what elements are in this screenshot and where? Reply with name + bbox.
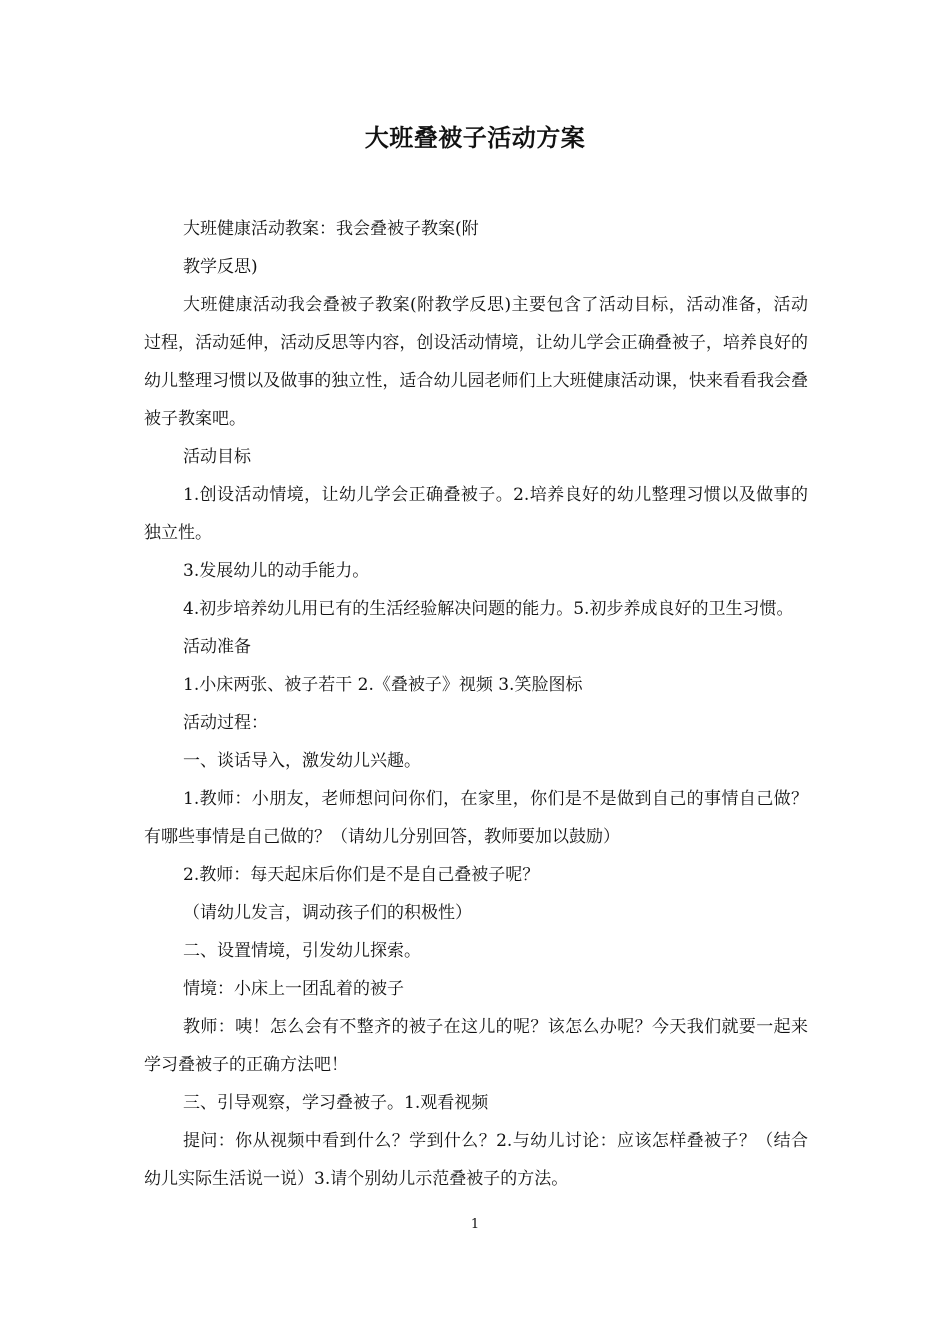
paragraph-preparation: 1.小床两张、被子若干 2.《叠被子》视频 3.笑脸图标 — [183, 675, 583, 695]
paragraph-note: （请幼儿发言，调动孩子们的积极性） — [183, 903, 472, 923]
paragraph-teacher-question-1: 1.教师：小朋友，老师想问问你们，在家里，你们是不是做到自己的事情自己做？有哪些事情是自己做的？（请幼儿分别回答，教师要加以鼓励） — [144, 789, 808, 847]
paragraph-goal-1-2: 1.创设活动情境，让幼儿学会正确叠被子。2.培养良好的幼儿整理习惯以及做事的独立性。 — [144, 485, 808, 543]
document-body — [144, 210, 808, 1198]
heading-process: 活动过程： — [183, 713, 268, 733]
paragraph-goal-3: 3.发展幼儿的动手能力。 — [183, 561, 370, 581]
page-number: 1 — [470, 1217, 480, 1232]
page-title: 大班叠被子活动方案 — [364, 123, 586, 152]
paragraph-scene: 情境：小床上一团乱着的被子 — [183, 979, 404, 999]
paragraph-teacher-scene: 教师：咦！怎么会有不整齐的被子在这儿的呢？该怎么办呢？今天我们就要一起来学习叠被子的正确方法吧！ — [144, 1017, 808, 1075]
paragraph-2: 教学反思) — [183, 257, 258, 277]
heading-goals: 活动目标 — [183, 447, 251, 467]
paragraph-1: 大班健康活动教案：我会叠被子教案(附 — [183, 219, 479, 239]
paragraph-step-2: 二、设置情境，引发幼儿探索。 — [183, 941, 421, 961]
paragraph-step-1: 一、谈话导入，激发幼儿兴趣。 — [183, 751, 421, 771]
paragraph-questions: 提问：你从视频中看到什么？学到什么？2.与幼儿讨论：应该怎样叠被子？（结合幼儿实际生活说一说）3.请个别幼儿示范叠被子的方法。 — [144, 1131, 808, 1189]
heading-preparation: 活动准备 — [183, 637, 251, 657]
paragraph-teacher-question-2: 2.教师：每天起床后你们是不是自己叠被子呢？ — [183, 865, 540, 885]
paragraph-step-3: 三、引导观察，学习叠被子。1.观看视频 — [183, 1093, 489, 1113]
paragraph-intro: 大班健康活动我会叠被子教案(附教学反思)主要包含了活动目标，活动准备，活动过程，活动延伸，活动反思等内容，创设活动情境，让幼儿学会正确叠被子，培养良好的幼儿整理习惯以及做事的独立性，适合幼儿园老师们上大班健康活动课，快来看看我会叠被子教案吧。 — [144, 295, 808, 429]
paragraph-goal-4-5: 4.初步培养幼儿用已有的生活经验解决问题的能力。5.初步养成良好的卫生习惯。 — [183, 599, 794, 619]
